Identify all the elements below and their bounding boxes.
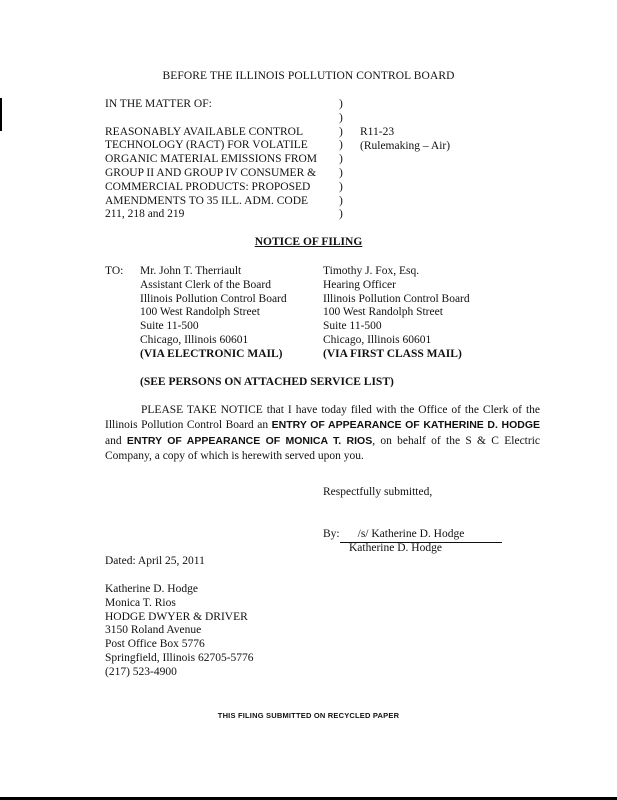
counsel-line: Springfield, Illinois 62705-5776 bbox=[105, 651, 254, 664]
recipient-hearing-officer bbox=[323, 265, 470, 362]
paren: ) bbox=[339, 153, 343, 166]
notice-title: NOTICE OF FILING bbox=[254, 236, 363, 248]
paren: ) bbox=[339, 98, 343, 110]
address-line: Illinois Pollution Control Board bbox=[323, 292, 470, 305]
address-line: Chicago, Illinois 60601 bbox=[140, 333, 249, 346]
address-line: 100 West Randolph Street bbox=[323, 306, 443, 319]
matter-line: ORGANIC MATERIAL EMISSIONS FROM bbox=[105, 153, 318, 166]
notice-body bbox=[105, 403, 540, 464]
counsel-line: Post Office Box 5776 bbox=[105, 638, 205, 651]
counsel-line: Monica T. Rios bbox=[105, 596, 176, 609]
address-line: 100 West Randolph Street bbox=[140, 306, 260, 319]
paren: ) bbox=[339, 180, 343, 193]
matter-caption bbox=[105, 98, 317, 222]
scan-edge-mark bbox=[0, 98, 2, 131]
body-bold-entry-rios: ENTRY OF APPEARANCE OF MONICA T. RIOS bbox=[126, 434, 373, 447]
counsel-line: 3150 Roland Avenue bbox=[105, 624, 202, 637]
signature-block bbox=[323, 528, 502, 543]
body-bold-entry-hodge: ENTRY OF APPEARANCE OF KATHERINE D. HODGE bbox=[271, 419, 540, 432]
counsel-line: Katherine D. Hodge bbox=[105, 583, 198, 595]
matter-line: TECHNOLOGY (RACT) FOR VOLATILE bbox=[105, 139, 308, 152]
address-line: Timothy J. Fox, Esq. bbox=[323, 265, 420, 277]
recipient-clerk bbox=[140, 265, 287, 362]
signer-name: Katherine D. Hodge bbox=[349, 542, 442, 554]
case-number: R11-23 bbox=[360, 126, 395, 138]
matter-line bbox=[105, 112, 317, 126]
board-title: BEFORE THE ILLINOIS POLLUTION CONTROL BOARD bbox=[162, 70, 455, 82]
matter-line: REASONABLY AVAILABLE CONTROL bbox=[105, 125, 303, 138]
service-list-note: (SEE PERSONS ON ATTACHED SERVICE LIST) bbox=[140, 376, 394, 388]
counsel-line: HODGE DWYER & DRIVER bbox=[105, 610, 248, 623]
address-line: Suite 11-500 bbox=[140, 320, 199, 333]
address-line: Mr. John T. Therriault bbox=[140, 265, 242, 277]
closing: Respectfully submitted, bbox=[323, 486, 433, 498]
paren: ) bbox=[339, 194, 343, 207]
body-text: PLEASE TAKE NOTICE that I have today filed with the Office of the Clerk of the Illinois Pollution Control Board an bbox=[105, 404, 540, 432]
matter-line: IN THE MATTER OF: bbox=[105, 98, 212, 110]
counsel-line: (217) 523-4900 bbox=[105, 665, 177, 678]
paren: ) bbox=[339, 139, 343, 152]
signature-line: /s/ Katherine D. Hodge bbox=[340, 528, 502, 543]
to-label: TO: bbox=[105, 265, 124, 277]
matter-line: GROUP II AND GROUP IV CONSUMER & bbox=[105, 166, 317, 179]
case-type: (Rulemaking – Air) bbox=[360, 139, 451, 152]
paren: ) bbox=[339, 111, 343, 124]
matter-line: 211, 218 and 219 bbox=[105, 208, 185, 221]
matter-line: AMENDMENTS TO 35 ILL. ADM. CODE bbox=[105, 194, 309, 207]
paren: ) bbox=[339, 208, 343, 221]
address-line: Illinois Pollution Control Board bbox=[140, 292, 287, 305]
body-text: and bbox=[105, 434, 127, 447]
delivery-method: (VIA ELECTRONIC MAIL) bbox=[140, 347, 283, 360]
address-line: Suite 11-500 bbox=[323, 320, 382, 333]
paren: ) bbox=[339, 125, 343, 138]
paren: ) bbox=[339, 166, 343, 179]
delivery-method: (VIA FIRST CLASS MAIL) bbox=[323, 347, 462, 360]
address-line: Assistant Clerk of the Board bbox=[140, 278, 271, 291]
address-line: Hearing Officer bbox=[323, 278, 396, 291]
address-line: Chicago, Illinois 60601 bbox=[323, 333, 432, 346]
body-text: , on behalf of the S & C Electric Company, a copy of which is herewith served upon you. bbox=[105, 434, 540, 462]
counsel-address bbox=[105, 583, 254, 680]
by-label: By: bbox=[323, 528, 340, 540]
caption-parentheses bbox=[339, 98, 343, 222]
matter-line: COMMERCIAL PRODUCTS: PROPOSED bbox=[105, 180, 311, 193]
date-line: Dated: April 25, 2011 bbox=[105, 555, 205, 567]
recycled-paper-footer: THIS FILING SUBMITTED ON RECYCLED PAPER bbox=[217, 711, 400, 720]
case-info bbox=[360, 126, 450, 154]
